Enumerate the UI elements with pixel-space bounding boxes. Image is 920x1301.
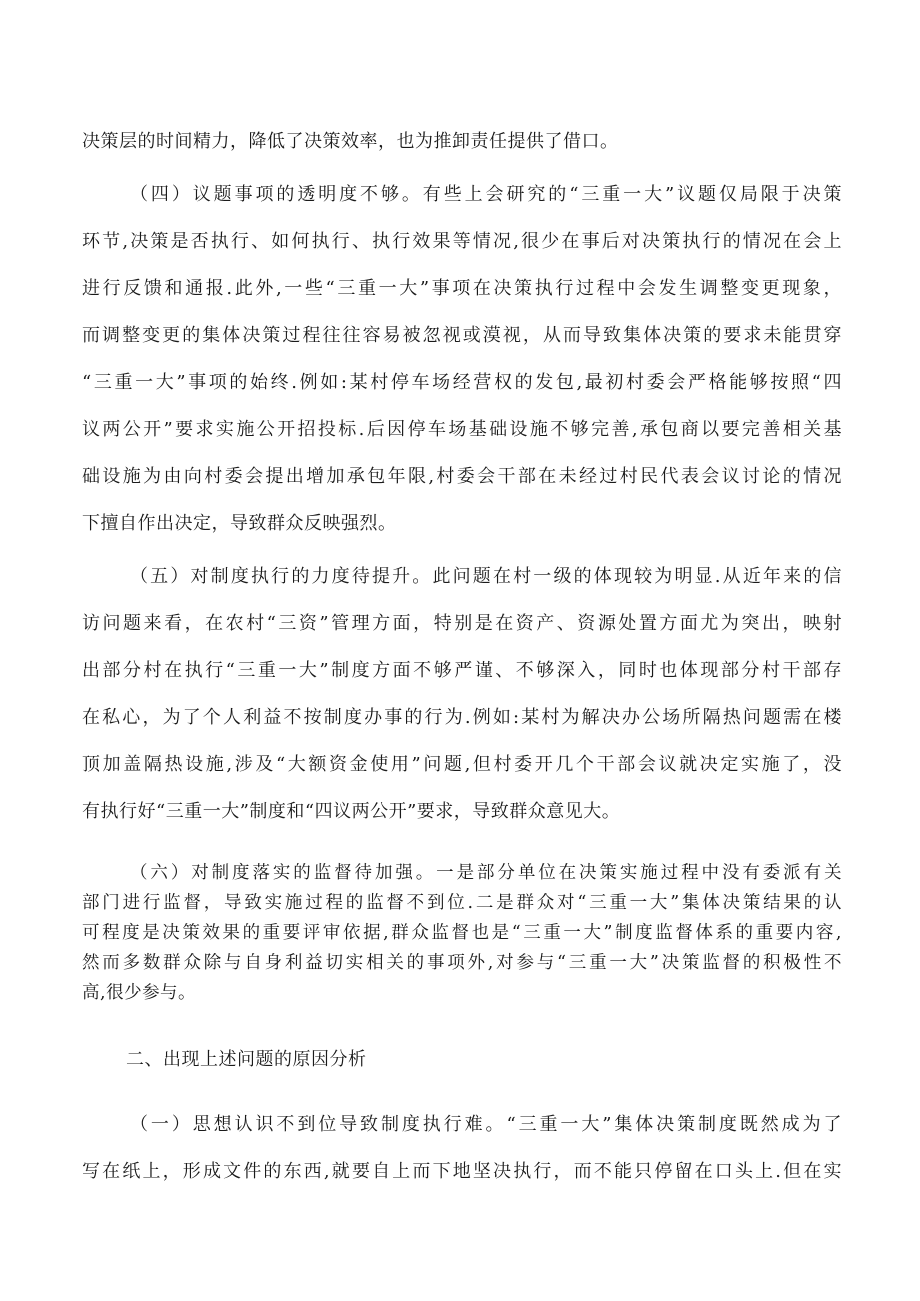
text-line: 可程度是决策效果的重要评审依据,群众监督也是“三重一大”制度监督体系的重要内容, — [82, 923, 842, 943]
text-line: 有执行好“三重一大”制度和“四议两公开”要求，导致群众意见大。 — [82, 801, 621, 822]
paragraph-heading-line: （一）思想认识不到位导致制度执行难。“三重一大”集体决策制度既然成为了 — [130, 1114, 842, 1135]
text-line: 出部分村在执行“三重一大”制度方面不够严谨、不够深入，同时也体现部分村干部存 — [82, 660, 842, 681]
text-line: 高,很少参与。 — [82, 983, 197, 1003]
text-line: 访问题来看，在农村“三资”管理方面，特别是在资产、资源处置方面尤为突出，映射 — [82, 613, 842, 634]
text-line: 写在纸上，形成文件的东西,就要自上而下地坚决执行，而不能只停留在口头上.但在实 — [82, 1161, 842, 1182]
text-line: 进行反馈和通报.此外,一些“三重一大”事项在决策执行过程中会发生调整变更现象， — [82, 278, 842, 299]
paragraph-heading-line: （四）议题事项的透明度不够。有些上会研究的“三重一大”议题仅局限于决策 — [130, 184, 842, 205]
text-line: 环节,决策是否执行、如何执行、执行效果等情况,很少在事后对决策执行的情况在会上 — [82, 231, 842, 252]
text-line: 础设施为由向村委会提出增加承包年限,村委会干部在未经过村民代表会议讨论的情况 — [82, 466, 842, 487]
paragraph-heading-line: （六）对制度落实的监督待加强。一是部分单位在决策实施过程中没有委派有关 — [130, 863, 842, 883]
section-heading: 二、出现上述问题的原因分析 — [126, 1049, 367, 1070]
paragraph-heading-line: （五）对制度执行的力度待提升。此问题在村一级的体现较为明显.从近年来的信 — [130, 566, 842, 587]
text-line: 而调整变更的集体决策过程往往容易被忽视或漠视，从而导致集体决策的要求未能贯穿 — [82, 325, 842, 346]
text-line: 议两公开”要求实施公开招投标.后因停车场基础设施不够完善,承包商以要完善相关基 — [82, 419, 842, 440]
text-line: “三重一大”事项的始终.例如:某村停车场经营权的发包,最初村委会严格能够按照“四 — [82, 372, 842, 393]
text-line: 下擅自作出决定，导致群众反映强烈。 — [82, 513, 397, 534]
text-line: 在私心，为了个人利益不按制度办事的行为.例如:某村为解决办公场所隔热问题需在楼 — [82, 707, 842, 728]
text-line: 决策层的时间精力，降低了决策效率，也为推卸责任提供了借口。 — [82, 131, 619, 152]
text-line: 顶加盖隔热设施,涉及“大额资金使用”问题,但村委开几个干部会议就决定实施了，没 — [82, 754, 842, 775]
text-line: 部门进行监督，导致实施过程的监督不到位.二是群众对“三重一大”集体决策结果的认 — [82, 893, 842, 913]
text-line: 然而多数群众除与自身利益切实相关的事项外,对参与“三重一大”决策监督的积极性不 — [82, 953, 842, 973]
